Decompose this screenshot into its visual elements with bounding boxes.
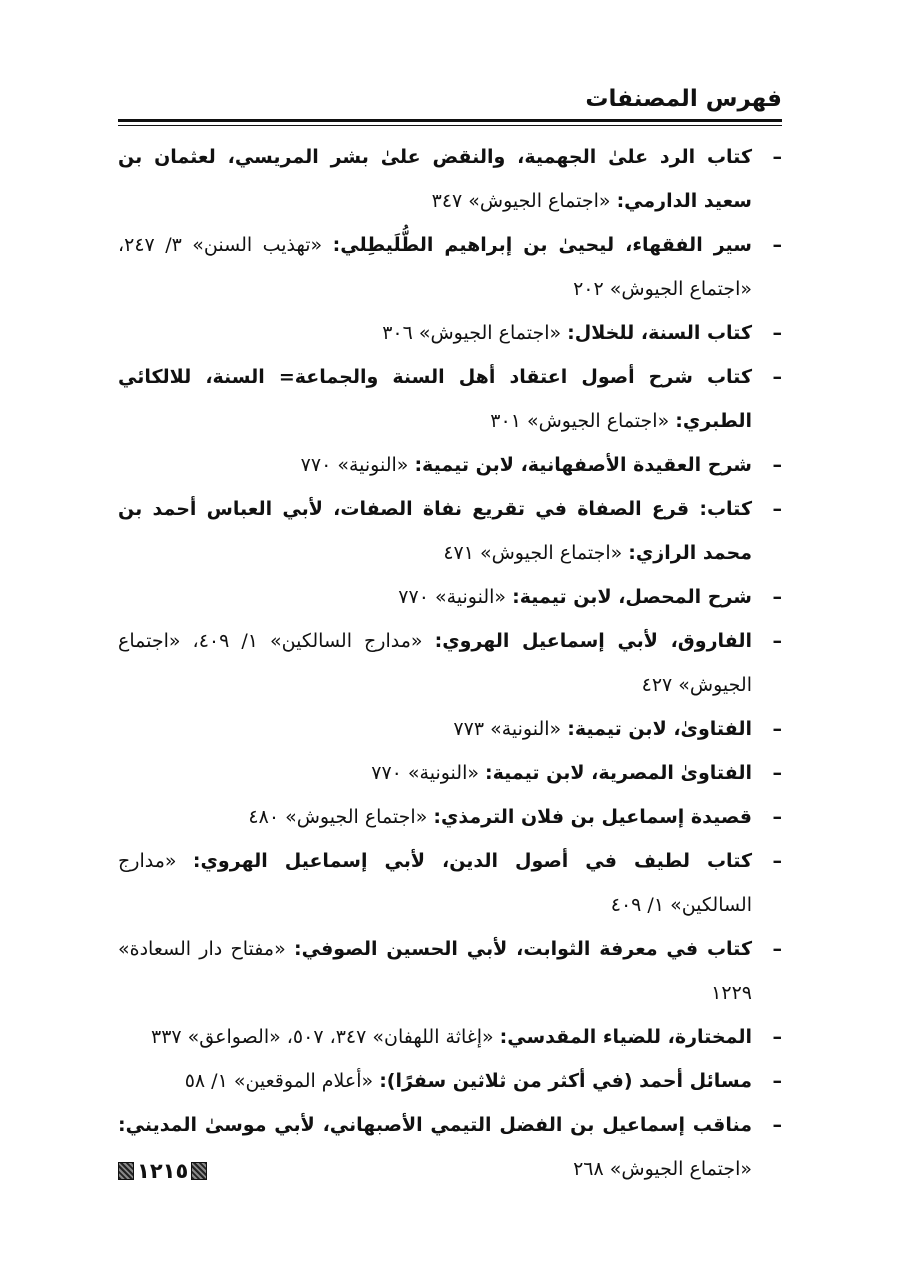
dash-bullet: – [772, 1070, 782, 1092]
entry-refs: «اجتماع الجيوش» ٣٤٧ [431, 190, 611, 212]
list-item [118, 575, 782, 619]
entry-title: كتاب الرد علىٰ الجهمية، والنقض علىٰ بشر المريسي، لعثمان بن سعيد الدارمي: [118, 146, 752, 212]
list-item [118, 839, 782, 927]
page-number-text: ١٢١٥ [137, 1159, 189, 1183]
list-item [118, 751, 782, 795]
entry-refs: «اجتماع الجيوش» ٢٦٨ [573, 1158, 752, 1180]
entry-refs: «تهذيب السنن» ٣/ ٢٤٧، «اجتماع الجيوش» ٢٠٢ [118, 234, 752, 300]
entry-refs: «اجتماع الجيوش» ٣٠٦ [382, 322, 562, 344]
dash-bullet: – [772, 234, 782, 256]
dash-bullet: – [772, 586, 782, 608]
entry-refs: «اجتماع الجيوش» ٤٨٠ [248, 806, 428, 828]
entry-title: شرح المحصل، لابن تيمية: [512, 586, 752, 608]
entry-refs: «النونية» ٧٧٠ [300, 454, 409, 476]
entry-title: قصيدة إسماعيل بن فلان الترمذي: [433, 806, 752, 828]
header-title: فهرس المصنفات [585, 86, 782, 112]
entry-title: كتاب: قرع الصفاة في تقريع نفاة الصفات، لأبي العباس أحمد بن محمد الرازي: [118, 498, 752, 564]
entry-refs: «اجتماع الجيوش» ٤٧١ [443, 542, 623, 564]
entry-title: سير الفقهاء، ليحيىٰ بن إبراهيم الطُّلَيطِلي: [332, 234, 752, 256]
entry-refs: «النونية» ٧٧٠ [398, 586, 507, 608]
list-item [118, 487, 782, 575]
entry-title: شرح العقيدة الأصفهانية، لابن تيمية: [414, 454, 752, 476]
list-item [118, 1059, 782, 1103]
dash-bullet: – [772, 454, 782, 476]
list-item [118, 707, 782, 751]
entry-title: كتاب في معرفة الثوابت، لأبي الحسين الصوفي: [294, 938, 752, 960]
header-rule-thin [118, 125, 782, 126]
ornament-icon [118, 1162, 134, 1180]
dash-bullet: – [772, 850, 782, 872]
ornament-icon [191, 1162, 207, 1180]
dash-bullet: – [772, 762, 782, 784]
header-rule-thick [118, 119, 782, 122]
entry-title: مسائل أحمد (في أكثر من ثلاثين سفرًا): [379, 1070, 752, 1092]
entry-refs: «النونية» ٧٧٠ [371, 762, 479, 784]
index-list [118, 135, 782, 1191]
list-item [118, 619, 782, 707]
dash-bullet: – [772, 366, 782, 388]
dash-bullet: – [772, 1114, 782, 1136]
list-item [118, 135, 782, 223]
dash-bullet: – [772, 630, 782, 652]
entry-title: مناقب إسماعيل بن الفضل التيمي الأصبهاني، لأبي موسىٰ المديني: [118, 1114, 752, 1136]
entry-title: الفاروق، لأبي إسماعيل الهروي: [434, 630, 752, 652]
entry-title: كتاب شرح أصول اعتقاد أهل السنة والجماعة= السنة، للالكائي الطبري: [118, 366, 752, 432]
list-item [118, 1103, 782, 1191]
page-number [118, 1156, 207, 1186]
entry-title: الفتاوىٰ، لابن تيمية: [567, 718, 752, 740]
entry-refs: «مفتاح دار السعادة» ١٢٢٩ [118, 938, 752, 1004]
dash-bullet: – [772, 498, 782, 520]
list-item [118, 311, 782, 355]
entry-refs: «مدارج السالكين» ١/ ٤٠٩ [118, 850, 752, 916]
dash-bullet: – [772, 146, 782, 168]
entry-refs: «إغاثة اللهفان» ٣٤٧، ٥٠٧، «الصواعق» ٣٣٧ [151, 1026, 494, 1048]
dash-bullet: – [772, 806, 782, 828]
entry-title: كتاب لطيف في أصول الدين، لأبي إسماعيل الهروي: [192, 850, 752, 872]
entry-title: المختارة، للضياء المقدسي: [499, 1026, 752, 1048]
list-item [118, 795, 782, 839]
entry-title: الفتاوىٰ المصرية، لابن تيمية: [485, 762, 752, 784]
entry-refs: «النونية» ٧٧٣ [453, 718, 562, 740]
entry-refs: «مدارج السالكين» ١/ ٤٠٩، «اجتماع الجيوش» ٤٢٧ [118, 630, 752, 696]
list-item [118, 927, 782, 1015]
dash-bullet: – [772, 1026, 782, 1048]
dash-bullet: – [772, 322, 782, 344]
entry-refs: «اجتماع الجيوش» ٣٠١ [490, 410, 670, 432]
entry-refs: «أعلام الموقعين» ١/ ٥٨ [184, 1070, 374, 1092]
list-item [118, 1015, 782, 1059]
dash-bullet: – [772, 938, 782, 960]
list-item [118, 443, 782, 487]
dash-bullet: – [772, 718, 782, 740]
entry-title: كتاب السنة، للخلال: [567, 322, 752, 344]
list-item [118, 355, 782, 443]
running-header [120, 82, 782, 122]
list-item [118, 223, 782, 311]
